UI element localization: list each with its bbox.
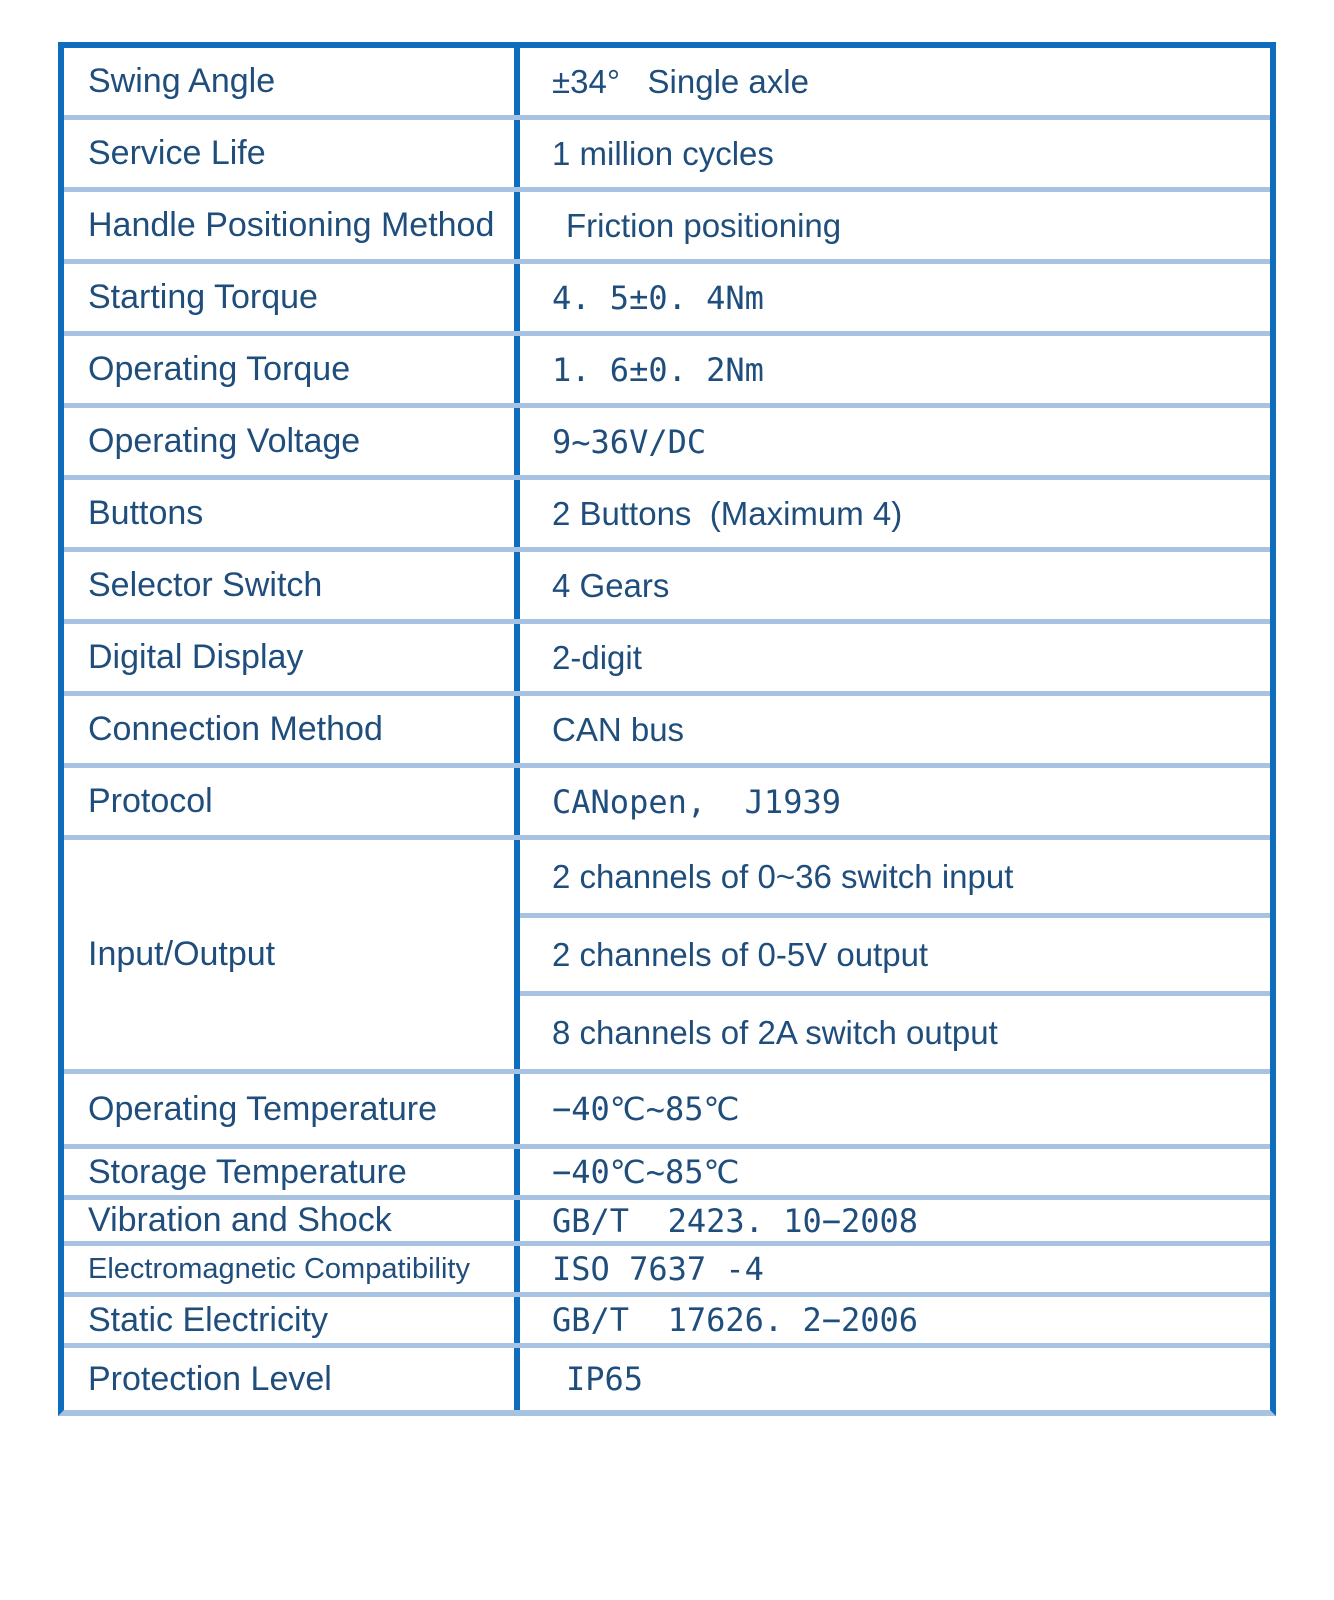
spec-value-buttons: 2 Buttons (Maximum 4) xyxy=(552,494,903,532)
spec-label-operating-voltage: Operating Voltage xyxy=(64,408,520,475)
table-row xyxy=(64,480,1270,552)
table-row xyxy=(64,336,1270,408)
spec-value-storage-temperature: −40℃~85℃ xyxy=(552,1153,740,1191)
io-value-switch-output: 8 channels of 2A switch output xyxy=(552,1013,998,1051)
spec-value-electromagnetic-compatibility: ISO 7637 -4 xyxy=(552,1250,764,1288)
table-row xyxy=(64,120,1270,192)
spec-value-vibration-shock: GB/T 2423. 10−2008 xyxy=(552,1201,919,1240)
spec-label-operating-torque: Operating Torque xyxy=(64,336,520,403)
spec-value-connection-method: CAN bus xyxy=(552,710,685,748)
spec-value-selector-switch: 4 Gears xyxy=(552,566,670,604)
table-row xyxy=(64,1297,1270,1348)
table-row xyxy=(64,264,1270,336)
spec-label-service-life: Service Life xyxy=(64,120,520,187)
spec-label-selector-switch: Selector Switch xyxy=(64,552,520,619)
spec-label-protection-level: Protection Level xyxy=(64,1348,520,1410)
spec-value-protocol: CANopen, J1939 xyxy=(552,782,841,821)
spec-label-connection-method: Connection Method xyxy=(64,696,520,763)
spec-label-static-electricity: Static Electricity xyxy=(64,1297,520,1343)
table-row xyxy=(64,552,1270,624)
io-value-analog-output: 2 channels of 0-5V output xyxy=(520,918,1270,996)
table-row xyxy=(64,1074,1270,1149)
table-row xyxy=(64,624,1270,696)
spec-label-starting-torque: Starting Torque xyxy=(64,264,520,331)
io-value-list xyxy=(520,840,1270,1069)
spec-value-operating-voltage: 9~36V/DC xyxy=(552,422,707,461)
spec-value-digital-display: 2-digit xyxy=(552,638,642,676)
spec-label-vibration-shock: Vibration and Shock xyxy=(64,1200,520,1241)
spec-value-protection-level: IP65 xyxy=(566,1360,644,1398)
table-row xyxy=(64,1200,1270,1246)
table-row xyxy=(64,48,1270,120)
specification-table xyxy=(58,42,1276,1416)
spec-label-swing-angle: Swing Angle xyxy=(64,48,520,115)
spec-label-electromagnetic-compatibility: Electromagnetic Compatibility xyxy=(64,1246,520,1292)
table-row xyxy=(64,408,1270,480)
spec-label-digital-display: Digital Display xyxy=(64,624,520,691)
spec-label-protocol: Protocol xyxy=(64,768,520,835)
spec-label-operating-temperature: Operating Temperature xyxy=(64,1074,520,1144)
spec-value-starting-torque: 4. 5±0. 4Nm xyxy=(552,278,764,317)
spec-value-static-electricity: GB/T 17626. 2−2006 xyxy=(552,1301,919,1339)
table-row xyxy=(64,768,1270,840)
spec-label-handle-positioning: Handle Positioning Method xyxy=(64,192,520,259)
spec-value-operating-torque: 1. 6±0. 2Nm xyxy=(552,350,764,389)
spec-label-input-output: Input/Output xyxy=(64,840,520,1069)
spec-label-storage-temperature: Storage Temperature xyxy=(64,1149,520,1195)
spec-value-service-life: 1 million cycles xyxy=(552,134,774,172)
io-value-switch-input: 2 channels of 0~36 switch input xyxy=(520,840,1270,918)
table-row-input-output xyxy=(64,840,1270,1074)
table-row xyxy=(64,1149,1270,1200)
spec-value-swing-angle: ±34° Single axle xyxy=(552,62,809,100)
table-row xyxy=(64,696,1270,768)
table-row xyxy=(64,192,1270,264)
spec-label-buttons: Buttons xyxy=(64,480,520,547)
spec-value-handle-positioning: Friction positioning xyxy=(566,206,842,244)
spec-value-operating-temperature: −40℃~85℃ xyxy=(552,1090,740,1128)
table-row xyxy=(64,1246,1270,1297)
table-row xyxy=(64,1348,1270,1410)
